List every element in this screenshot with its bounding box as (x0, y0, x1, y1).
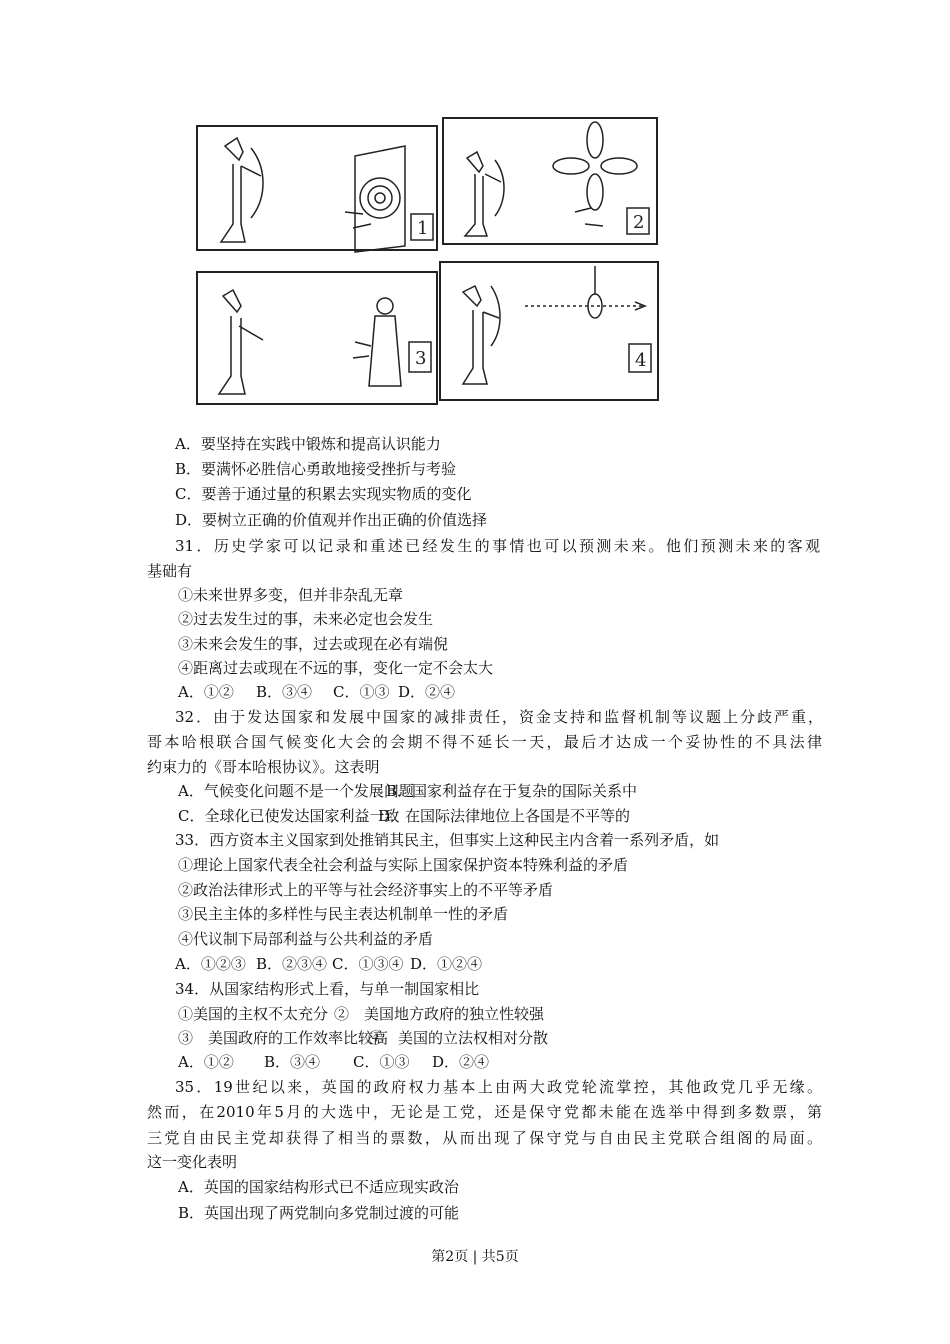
q32-stem-line: 哥本哈根联合国气候变化大会的会期不得不延长一天，最后才达成一个妥协性的不具法律 (147, 733, 822, 751)
q31-stem-line: 基础有 (147, 562, 193, 580)
q30-option-a: A．要坚持在实践中锻炼和提高认识能力 (175, 435, 441, 453)
q31-stem-line: 31．历史学家可以记录和重述已经发生的事情也可以预测未来。他们预测未来的客观 (175, 537, 820, 555)
q33-item-1: ①理论上国家代表全社会利益与实际上国家保护资本特殊利益的矛盾 (178, 856, 629, 874)
q31-item-3: ③未来会发生的事，过去或现在必有端倪 (178, 635, 449, 653)
panel-label-1: 1 (417, 218, 429, 239)
q32-stem-line: 约束力的《哥本哈根协议》。这表明 (147, 758, 380, 776)
q34-option-c: C．①③ (353, 1053, 410, 1071)
q35-stem-line: 35．19世纪以来，英国的政府权力基本上由两大政党轮流掌控，其他政党几乎无缘。 (175, 1078, 822, 1096)
q31-item-2: ②过去发生过的事，未来必定也会发生 (178, 610, 434, 628)
q33-option-a: A．①②③ (175, 955, 246, 973)
q30-option-c: C．要善于通过量的积累去实现实物质的变化 (175, 485, 472, 503)
q33-item-2: ②政治法律形式上的平等与社会经济事实上的不平等矛盾 (178, 881, 554, 899)
q33-option-b: B．②③④ (256, 955, 328, 973)
q31-option-b: B．③④ (256, 683, 313, 701)
q32-option-c: C．全球化已使发达国家利益一致 (178, 807, 400, 825)
q31-item-1: ①未来世界多变，但并非杂乱无章 (178, 586, 404, 604)
panel-label-3: 3 (415, 348, 427, 369)
q34-option-b: B．③④ (264, 1053, 321, 1071)
q33-stem-line: 33．西方资本主义国家到处推销其民主，但事实上这种民主内含着一系列矛盾，如 (175, 831, 720, 849)
q34-item-2: ② 美国地方政府的独立性较强 (334, 1005, 545, 1023)
q35-stem-line: 三党自由民主党却获得了相当的票数，从而出现了保守党与自由民主党联合组阁的局面。 (147, 1129, 822, 1147)
q33-option-d: D．①②④ (410, 955, 483, 973)
q35-stem-line: 这一变化表明 (147, 1153, 238, 1171)
q32-option-d: D．在国际法律地位上各国是不平等的 (378, 807, 631, 825)
q33-item-4: ④代议制下局部利益与公共利益的矛盾 (178, 930, 434, 948)
q32-option-b: B．国家利益存在于复杂的国际关系中 (386, 782, 638, 800)
q30-option-d: D．要树立正确的价值观并作出正确的价值选择 (175, 511, 488, 529)
q35-option-a: A．英国的国家结构形式已不适应现实政治 (178, 1178, 459, 1196)
q35-option-b: B．英国出现了两党制向多党制过渡的可能 (178, 1204, 460, 1222)
q34-item-1: ①美国的主权不太充分 (178, 1005, 329, 1023)
archery-cartoon-figure (195, 116, 660, 408)
q34-item-4: ④ 美国的立法权相对分散 (368, 1029, 549, 1047)
q33-option-c: C．①③④ (332, 955, 404, 973)
q30-option-b: B．要满怀必胜信心勇敢地接受挫折与考验 (175, 460, 457, 478)
q32-stem-line: 32．由于发达国家和发展中国家的减排责任，资金支持和监督机制等议题上分歧严重， (175, 708, 823, 726)
q31-item-4: ④距离过去或现在不远的事，变化一定不会太大 (178, 659, 494, 677)
panel-label-4: 4 (635, 350, 647, 371)
q31-option-d: D．②④ (398, 683, 456, 701)
q34-item-3: ③ 美国政府的工作效率比较高 (178, 1029, 389, 1047)
panel-label-2: 2 (633, 212, 645, 233)
q34-option-d: D．②④ (432, 1053, 490, 1071)
q32-option-a: A．气候变化问题不是一个发展问题 (178, 782, 414, 800)
q35-stem-line: 然而，在2010年5月的大选中，无论是工党，还是保守党都未能在选举中得到多数票，第 (147, 1103, 822, 1121)
page-footer: 第2页 | 共5页 (431, 1249, 519, 1265)
q34-stem-line: 34．从国家结构形式上看，与单一制国家相比 (175, 980, 480, 998)
q33-item-3: ③民主主体的多样性与民主表达机制单一性的矛盾 (178, 905, 509, 923)
q34-option-a: A．①② (178, 1053, 234, 1071)
q31-option-c: C．①③ (333, 683, 390, 701)
q31-option-a: A．①② (178, 683, 234, 701)
